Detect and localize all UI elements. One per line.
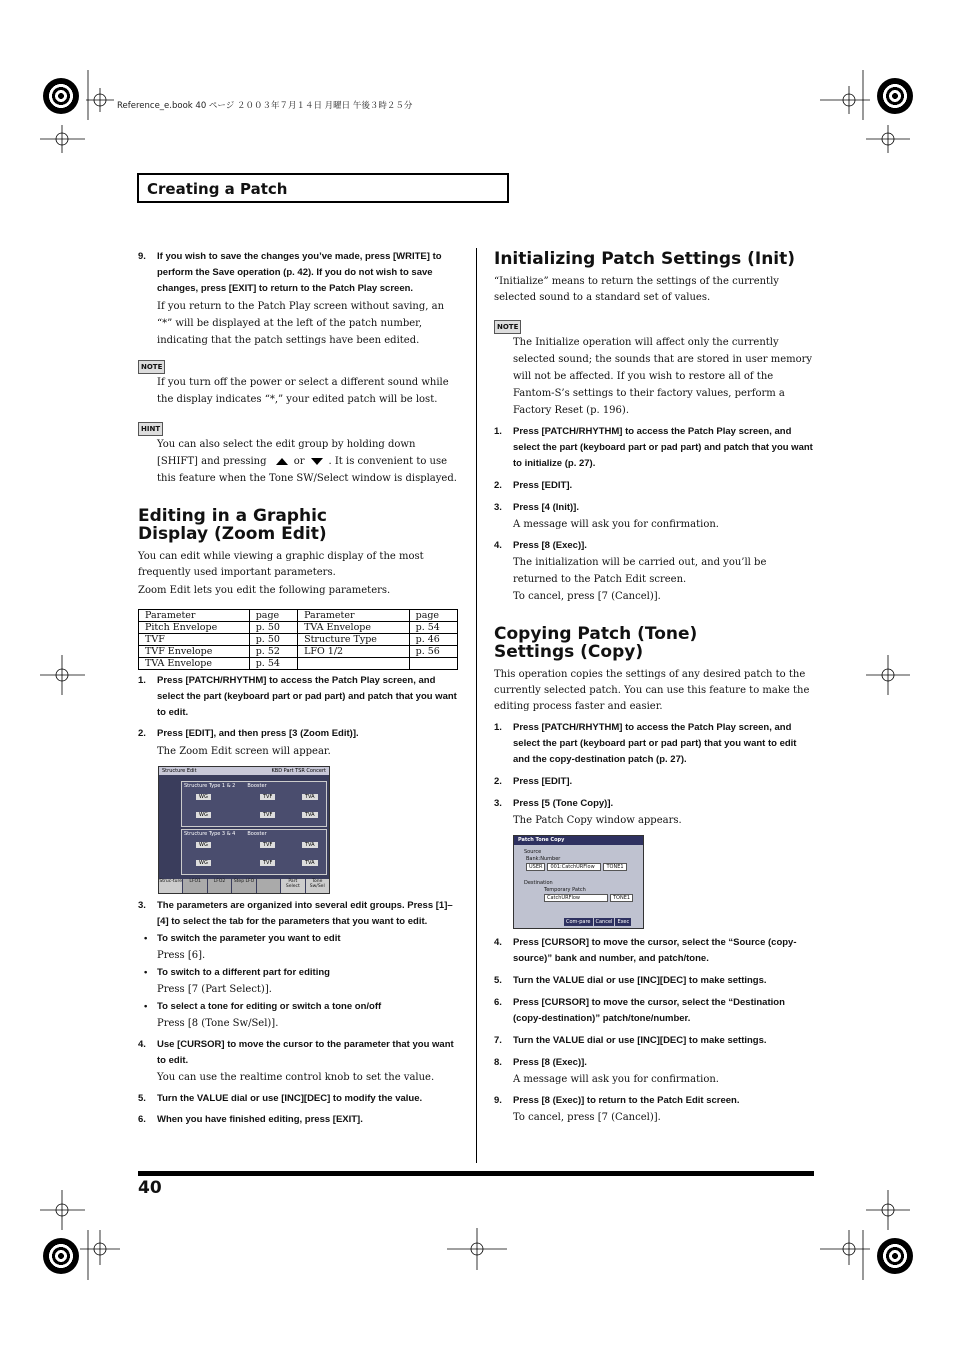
table-cell: p. 50 [249,634,297,646]
copy-step-6: 6. Press [CURSOR] to move the cursor, select the “Destination (copy-destination)” patch/tone/number. [494,997,785,1024]
copy-step-4: 4. Press [CURSOR] to move the cursor, select the “Source (copy-source)” bank and number, and patch/tone. [494,937,797,964]
init-step-2: 2. Press [EDIT]. [494,480,573,491]
init-step-3: 3. Press [4 (Init)]. [494,502,579,513]
init-note-text: The Initialize operation will affect only the currently selected sound; the sounds that are stored in user memory will not be affected. If you wish to restore all of the Fantom-S’s settings to their factory values, perform a Factory Reset (p. 196). [513,337,813,416]
copy-step-3-body: The Patch Copy window appears. [513,815,682,826]
init-step-4-cancel: To cancel, press [7 (Cancel)]. [513,591,661,602]
table-cell: p. 56 [409,646,457,658]
bullet-body: Press [6]. [157,950,206,961]
copy-step-8: 8. Press [8 (Exec)]. [494,1057,587,1068]
page-number: 40 [138,1178,162,1198]
step-9: 9. If you wish to save the changes you’ve made, press [WRITE] to perform the Save operation (p. 42). If you do not wish to save changes, press [EXIT] to return to the Patch Play screen. [138,251,442,294]
footer-rule [138,1171,814,1176]
registration-mark-icon [877,1238,913,1274]
note-icon: NOTE [494,320,521,334]
zoom-step-4-body: You can use the realtime control knob to set the value. [157,1072,435,1083]
zoom-intro-1: You can edit while viewing a graphic display of the most frequently used important parameters. [138,551,424,578]
zoom-step-4: 4. Use [CURSOR] to move the cursor to the parameter that you want to edit. [138,1039,454,1066]
parameter-table [138,609,458,670]
step-9-body: If you return to the Patch Play screen without saving, an “*” will be displayed at the left of the patch number, indicating that the patch settings have been edited. [157,301,445,346]
copy-step-2: 2. Press [EDIT]. [494,776,573,787]
table-row [139,622,458,634]
section-title-copy: Copying Patch (Tone) Settings (Copy) [494,624,698,662]
zoom-edit-screen-image: Structure Edit KBD Part TSR Concert Structure Type 1 & 2 Booster WG TVF TVA WG TVF TVA Structure Type 3 & 4 Booster WG TVF TVA WG TVF TVA Struc-ture LFO1 LFO2 Step LFO Part Select Tone Sw/Sel [158,766,330,894]
registration-mark-icon [877,78,913,114]
zoom-step-2-body: The Zoom Edit screen will appear. [157,746,331,757]
zoom-step-1: 1. Press [PATCH/RHYTHM] to access the Patch Play screen, and select the part (keyboard part or pad part) and patch that you want to edit. [138,675,457,718]
note-icon: NOTE [138,360,165,374]
init-step-4-body: The initialization will be carried out, and you’ll be returned to the Patch Edit screen. [513,557,767,585]
copy-step-9-body: To cancel, press [7 (Cancel)]. [513,1112,661,1123]
table-cell: LFO 1/2 [298,646,410,658]
table-header: page [409,610,457,622]
chapter-title: Creating a Patch [147,180,288,198]
registration-mark-icon [43,78,79,114]
table-cell: TVA Envelope [298,622,410,634]
copy-step-3: 3. Press [5 (Tone Copy)]. [494,798,614,809]
table-cell: TVA Envelope [139,658,250,670]
table-row [139,646,458,658]
bullet-switch-part: • To switch to a different part for editing [144,967,330,978]
copy-step-9: 9. Press [8 (Exec)] to return to the Patch Edit screen. [494,1095,740,1106]
copy-step-5: 5. Turn the VALUE dial or use [INC][DEC] to make settings. [494,975,767,986]
table-header: page [249,610,297,622]
copy-step-7: 7. Turn the VALUE dial or use [INC][DEC] to make settings. [494,1035,767,1046]
section-title-zoom-edit: Editing in a Graphic Display (Zoom Edit) [138,506,327,544]
copy-step-1: 1. Press [PATCH/RHYTHM] to access the Patch Play screen, and select the part (keyboard part or pad part) that you want to edit and the copy-destination patch (p. 27). [494,722,797,765]
zoom-step-3: 3. The parameters are organized into several edit groups. Press [1]–[4] to select the tab for the parameters that you want to edit. [138,900,453,927]
zoom-step-2: 2. Press [EDIT], and then press [3 (Zoom Edit)]. [138,728,359,739]
hint-text: You can also select the edit group by holding down [SHIFT] and pressing or . It is convenient to use this feature when the Tone SW/Select window is displayed. [157,439,457,484]
table-cell: p. 54 [409,622,457,634]
cancel-button[interactable]: Cancel [595,919,613,925]
screen-tab-bar: Struc-ture LFO1 LFO2 Step LFO Part Select Tone Sw/Sel [159,879,329,893]
down-arrow-icon [311,458,323,465]
registration-mark-icon [43,1238,79,1274]
table-cell: p. 54 [249,658,297,670]
patch-tone-copy-dialog-image: Patch Tone Copy Source Bank:Number USER 001:CatchURFlow TONE1 Destination Temporary Patch CatchURFlow TONE1 Com-pare Cancel Exec [513,835,644,929]
up-arrow-icon [276,458,288,465]
table-cell: TVF [139,634,250,646]
copy-step-8-body: A message will ask you for confirmation. [513,1074,719,1085]
copy-intro: This operation copies the settings of any desired patch to the currently selected patch. You can use this feature to make the editing process faster and easier. [494,669,810,712]
init-step-4: 4. Press [8 (Exec)]. [494,540,587,551]
bullet-body: Press [7 (Part Select)]. [157,984,272,995]
chapter-title-box [137,173,509,203]
table-cell: p. 50 [249,622,297,634]
zoom-step-5: 5. Turn the VALUE dial or use [INC][DEC] to modify the value. [138,1093,423,1104]
init-intro: “Initialize” means to return the settings of the currently selected sound to a standard set of values. [494,276,779,303]
exec-button[interactable]: Exec [617,919,630,925]
compare-button[interactable]: Com-pare [566,919,591,925]
zoom-intro-2: Zoom Edit lets you edit the following parameters. [138,585,391,596]
left-column [138,249,458,1128]
table-header: Parameter [298,610,410,622]
table-row [139,658,458,670]
hint-icon: HINT [138,422,163,436]
table-cell: p. 52 [249,646,297,658]
table-cell: TVF Envelope [139,646,250,658]
note-text: If you turn off the power or select a different sound while the display indicates “*,” your edited patch will be lost. [157,377,449,405]
section-title-init: Initializing Patch Settings (Init) [494,249,796,269]
screen-titlebar: Structure Edit KBD Part TSR Concert [159,767,329,775]
table-header: Parameter [139,610,250,622]
init-step-3-body: A message will ask you for confirmation. [513,519,719,530]
bullet-body: Press [8 (Tone Sw/Sel)]. [157,1018,279,1029]
right-column [494,250,814,1126]
init-step-1: 1. Press [PATCH/RHYTHM] to access the Patch Play screen, and select the part (keyboard part or pad part) and patch that you want to initialize (p. 27). [494,426,813,469]
running-head: Reference_e.book 40 ページ ２００３年７月１４日 月曜日 午後３時２５分 [117,101,413,111]
table-cell [298,658,410,670]
table-cell [409,658,457,670]
bullet-select-tone: • To select a tone for editing or switch a tone on/off [144,1001,382,1012]
table-cell: p. 46 [409,634,457,646]
column-divider [476,248,477,1163]
table-header-row [139,610,458,622]
bullet-switch-parameter: • To switch the parameter you want to edit [144,933,341,944]
zoom-step-6: 6. When you have finished editing, press [EXIT]. [138,1114,363,1125]
table-cell: Structure Type [298,634,410,646]
table-cell: Pitch Envelope [139,622,250,634]
table-row [139,634,458,646]
